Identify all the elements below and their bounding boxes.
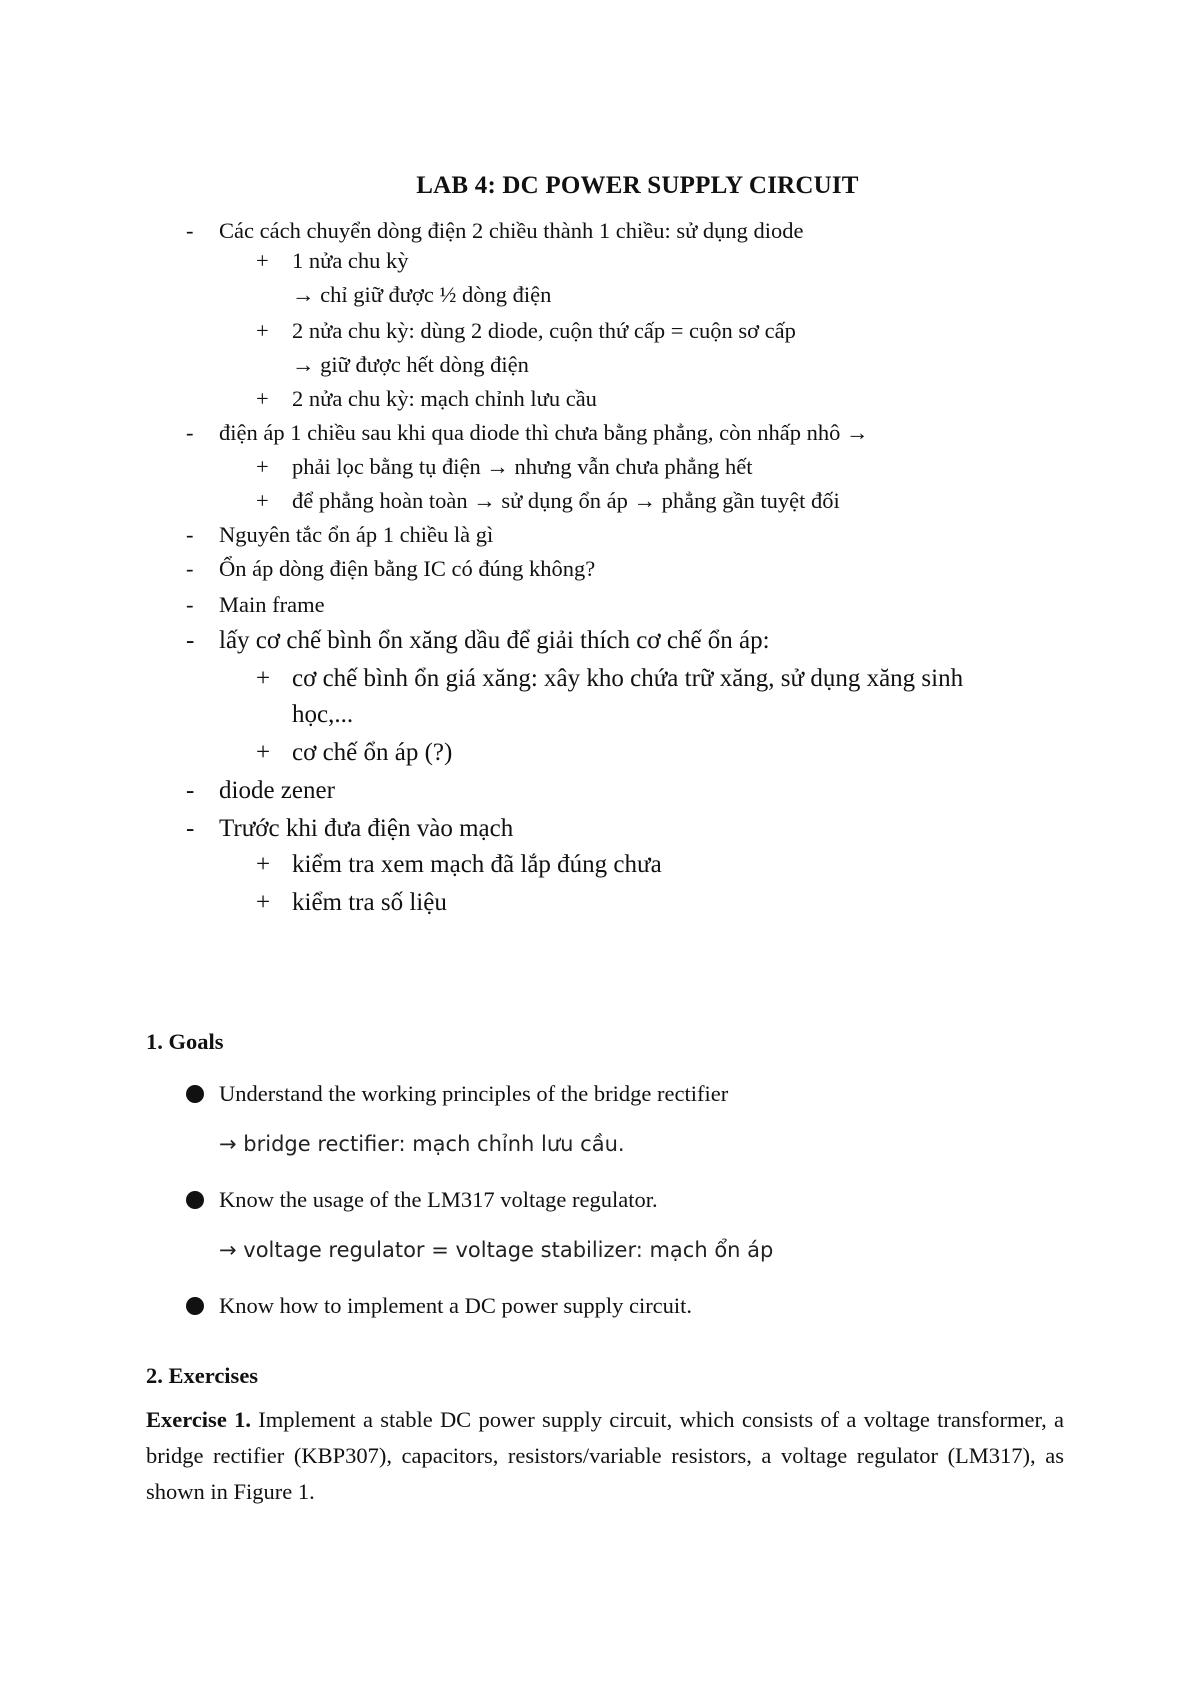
- plus-marker: +: [256, 454, 269, 479]
- plus-marker: +: [256, 386, 269, 411]
- goal-note: → voltage regulator = voltage stabilizer: mạch ổn áp: [219, 1238, 774, 1262]
- note-subitem: 2 nửa chu kỳ: mạch chỉnh lưu cầu: [292, 386, 597, 411]
- plus-marker: +: [256, 889, 271, 916]
- note-subitem: để phẳng hoàn toàn → sử dụng ổn áp → phẳng gần tuyệt đối: [292, 488, 840, 513]
- goals-heading: 1. Goals: [146, 1029, 224, 1054]
- note-subitem: phải lọc bằng tụ điện → nhưng vẫn chưa phẳng hết: [292, 454, 753, 479]
- dash-marker: -: [186, 420, 194, 445]
- goal-item: Understand the working principles of the bridge rectifier: [219, 1081, 729, 1106]
- note-item: lấy cơ chế bình ổn xăng dầu để giải thích cơ chế ổn áp:: [219, 627, 770, 654]
- goal-item: Know how to implement a DC power supply circuit.: [219, 1293, 693, 1318]
- page-title: LAB 4: DC POWER SUPPLY CIRCUIT: [416, 172, 859, 199]
- note-subitem-detail: → chỉ giữ được ½ dòng điện: [292, 282, 552, 307]
- note-item: Ổn áp dòng điện bằng IC có đúng không?: [219, 556, 596, 581]
- note-subitem: kiểm tra số liệu: [292, 889, 447, 916]
- note-subitem: cơ chế ổn áp (?): [292, 739, 453, 766]
- bullet-icon: [186, 1085, 204, 1103]
- note-item: Nguyên tắc ổn áp 1 chiều là gì: [219, 522, 494, 547]
- note-subitem-detail: → giữ được hết dòng điện: [292, 352, 529, 377]
- note-item: diode zener: [219, 777, 335, 804]
- dash-marker: -: [186, 777, 195, 804]
- exercise-1-label: Exercise 1.: [146, 1407, 251, 1432]
- dash-marker: -: [186, 627, 195, 654]
- exercises-heading: 2. Exercises: [146, 1363, 259, 1388]
- note-subitem: 1 nửa chu kỳ: [292, 248, 409, 273]
- bullet-icon: [186, 1297, 204, 1315]
- dash-marker: -: [186, 592, 194, 617]
- plus-marker: +: [256, 318, 269, 343]
- dash-marker: -: [186, 556, 194, 581]
- note-item: Các cách chuyển dòng điện 2 chiều thành 1 chiều: sử dụng diode: [219, 218, 804, 243]
- note-item: điện áp 1 chiều sau khi qua diode thì chưa bằng phẳng, còn nhấp nhô →: [219, 420, 869, 445]
- bullet-icon: [186, 1191, 204, 1209]
- note-subitem: 2 nửa chu kỳ: dùng 2 diode, cuộn thứ cấp = cuộn sơ cấp: [292, 318, 796, 343]
- plus-marker: +: [256, 665, 271, 692]
- note-item: Trước khi đưa điện vào mạch: [219, 815, 514, 842]
- plus-marker: +: [256, 851, 271, 878]
- note-subitem-continuation: học,...: [292, 701, 354, 728]
- note-subitem: kiểm tra xem mạch đã lắp đúng chưa: [292, 851, 662, 878]
- note-subitem: cơ chế bình ổn giá xăng: xây kho chứa trữ xăng, sử dụng xăng sinh: [292, 665, 964, 692]
- plus-marker: +: [256, 739, 271, 766]
- goal-item: Know the usage of the LM317 voltage regulator.: [219, 1187, 658, 1212]
- dash-marker: -: [186, 815, 195, 842]
- exercise-1-paragraph: [146, 1402, 1064, 1510]
- exercise-1-text: Implement a stable DC power supply circuit, which consists of a voltage transformer, a bridge rectifier (KBP307), capacitors, resistors/variable resistors, a voltage regulator (LM317), as shown in Figure 1.: [146, 1407, 1065, 1504]
- dash-marker: -: [186, 522, 194, 547]
- goal-note: → bridge rectifier: mạch chỉnh lưu cầu.: [219, 1132, 625, 1156]
- plus-marker: +: [256, 488, 269, 513]
- note-item: Main frame: [219, 592, 325, 617]
- dash-marker: -: [186, 218, 194, 243]
- plus-marker: +: [256, 248, 269, 273]
